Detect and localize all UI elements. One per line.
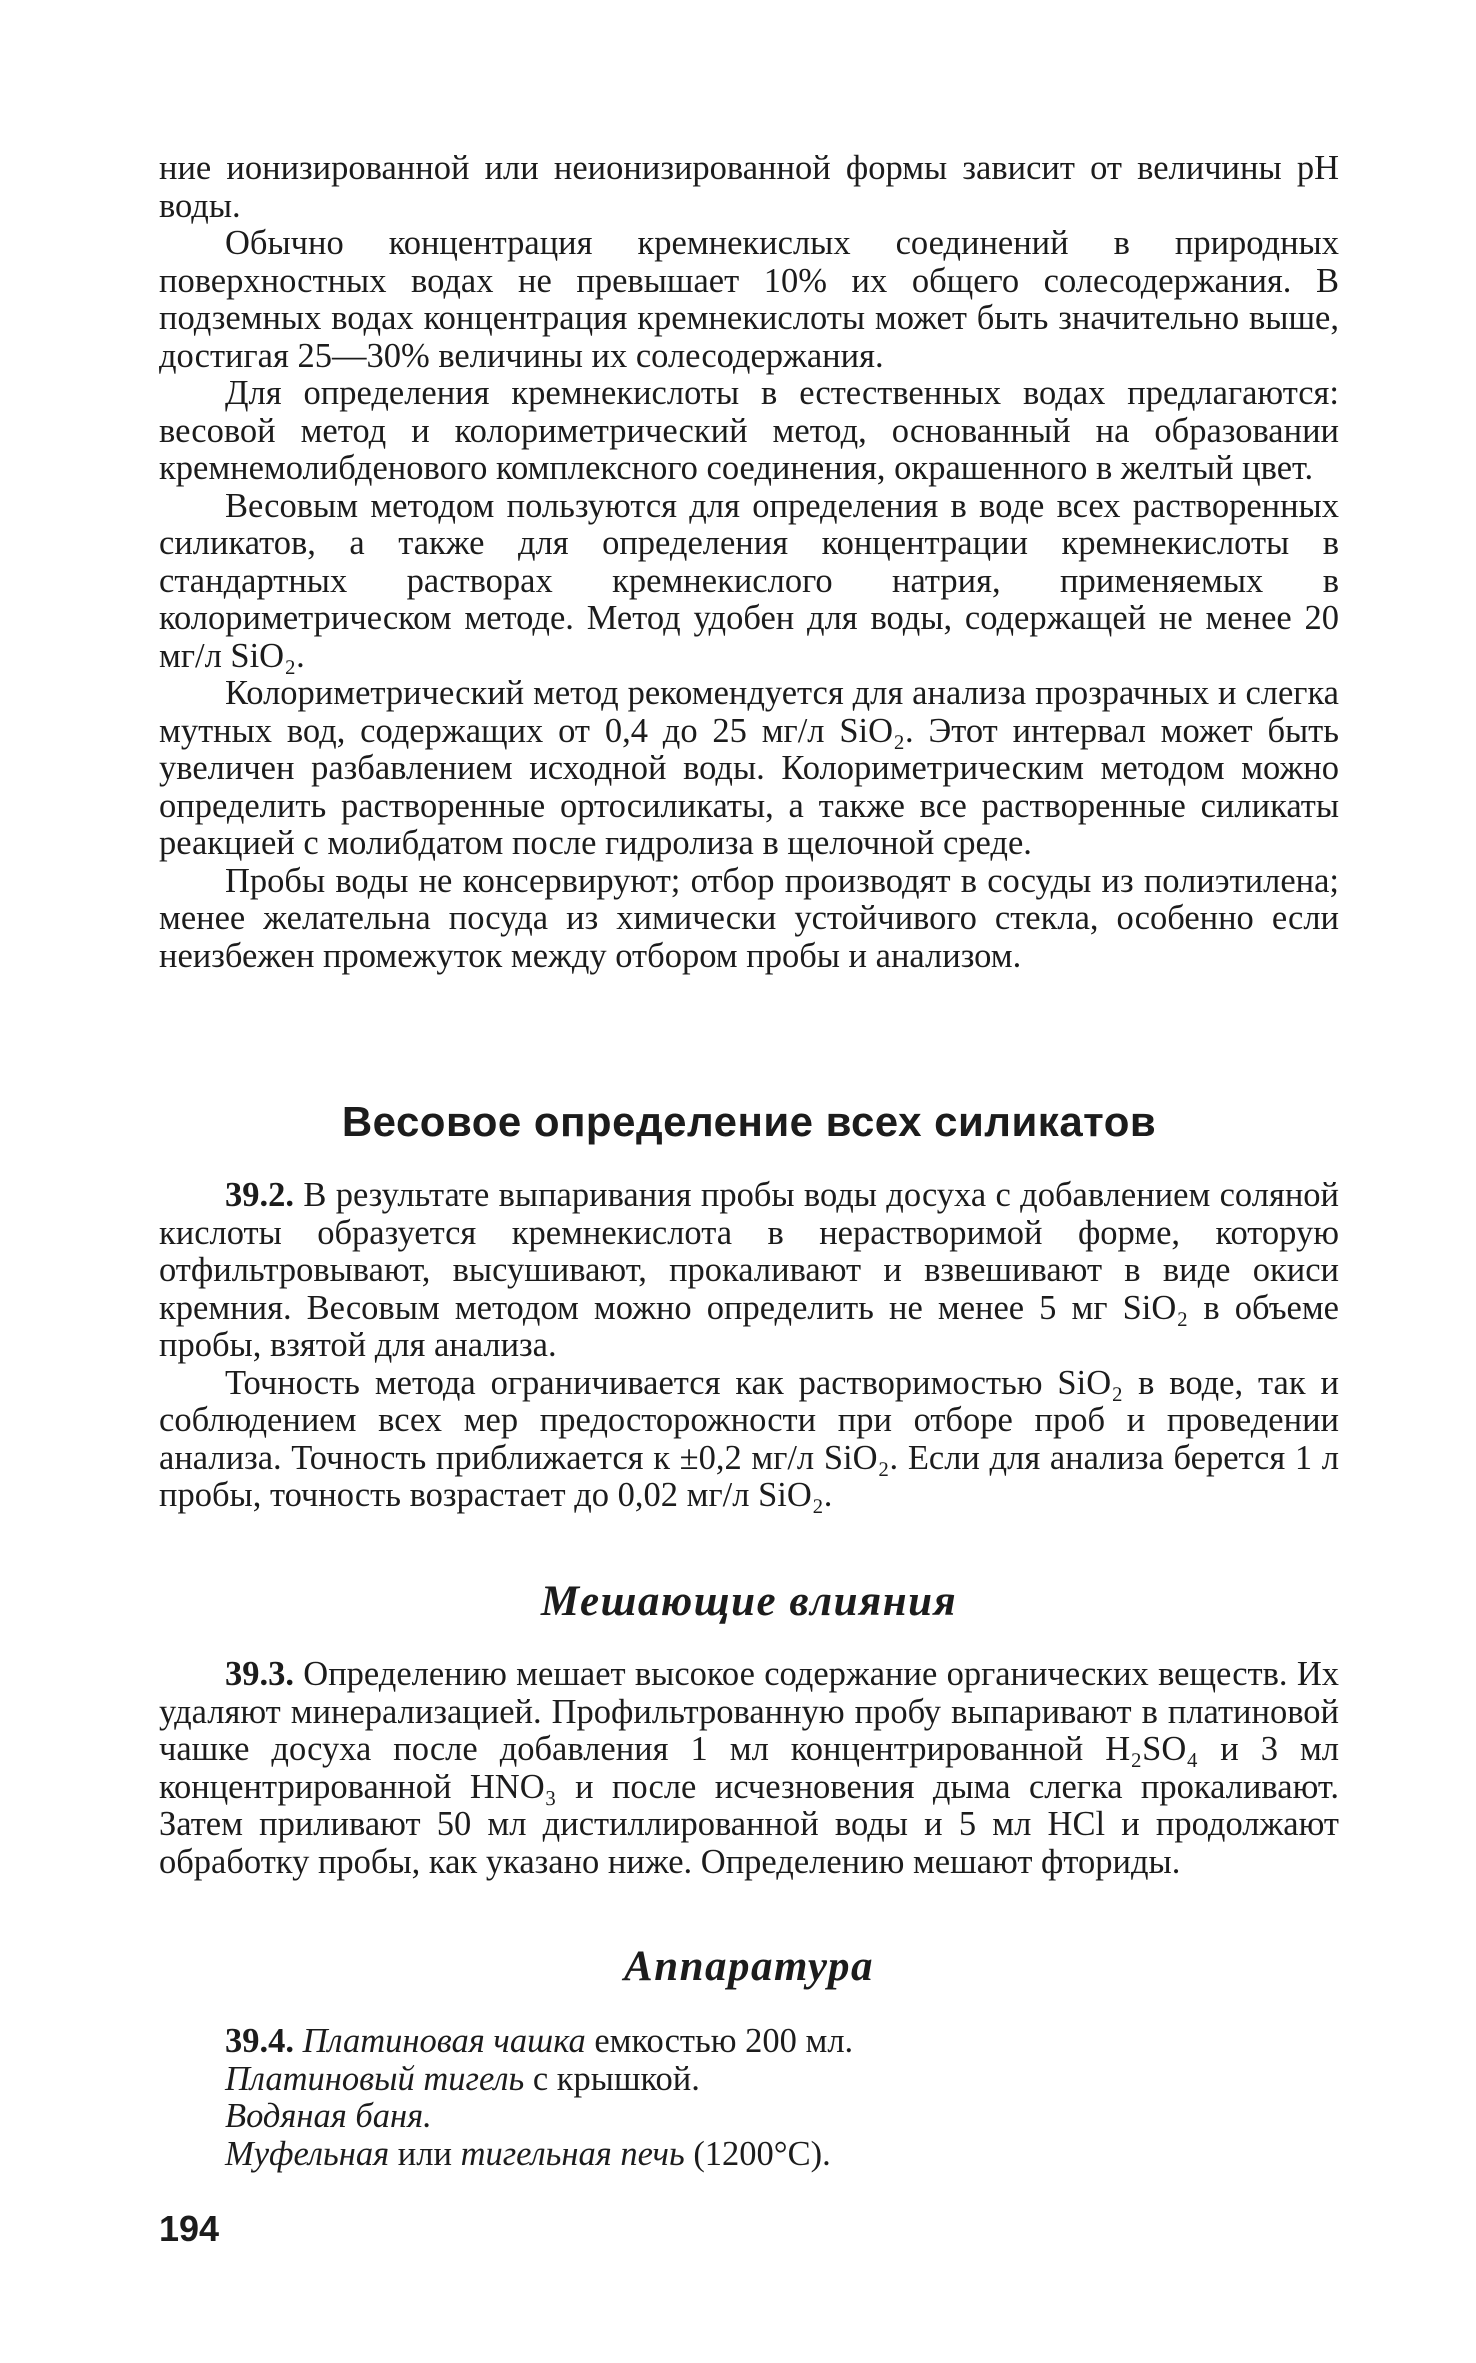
- item-name: Муфельная: [225, 2134, 390, 2173]
- apparatus-item-crucible: [225, 2061, 1339, 2099]
- paragraph-weight-method: Весовым методом пользуются для определения в воде всех растворенных силикатов, а также для определения концентрации кремнекислоты в стандартных растворах кремнекислого натрия, применяемых в колориметрическом методе. Метод удобен для воды, содержащей не менее 20 мг/л SiO₂.: [159, 486, 1339, 675]
- section-heading-interference: Мешающие влияния: [540, 1578, 958, 1625]
- section-weight: [159, 1098, 1339, 1146]
- section-interference: [159, 1578, 1339, 1626]
- clause-text: Определению мешает высокое содержание органических веществ. Их удаляют минерализацией. Профильтрованную пробу выпаривают в платиновой чашке досуха после добавления 1 мл концентрированной H₂SO₄ и 3 мл концентрированной HNO₃ и после исчезновения дыма слегка прокаливают. Затем приливают 50 мл дистиллированной воды и 5 мл HCl и продолжают обработку пробы, как указано ниже. Определению мешают фториды.: [159, 1655, 1339, 1881]
- item-detail: с крышкой.: [524, 2059, 700, 2098]
- paragraph-39-3: [159, 1656, 1339, 1881]
- clause-number: 39.4.: [225, 2022, 294, 2060]
- apparatus-list: [159, 2023, 1339, 2173]
- paragraph-sampling: Пробы воды не консервируют; отбор производят в сосуды из полиэтилена; менее желательна посуда из химически устойчивого стекла, особенно если неизбежен промежуток между отбором пробы и анализом.: [159, 861, 1339, 975]
- section-apparatus: [159, 1943, 1339, 1991]
- paragraph-concentration: Обычно концентрация кремнекислых соединений в природных поверхностных водах не превышает 10% их общего солесодержания. В подземных водах концентрация кремнекислоты может быть значительно выше, достигая 25—30% величины их солесодержания.: [159, 224, 1339, 375]
- apparatus-item-furnace: [225, 2136, 1339, 2174]
- paragraph-continuation: ние ионизированной или неионизированной формы зависит от величины рН воды.: [159, 149, 1339, 225]
- section-heading-apparatus: Аппаратура: [624, 1943, 874, 1990]
- item-detail: емкостью 200 мл.: [585, 2022, 854, 2060]
- clause-number: 39.2.: [225, 1176, 294, 1214]
- paragraph-methods: Для определения кремнекислоты в естественных водах предлагаются: весовой метод и колориметрический метод, основанный на образовании кремнемолибденового комплексного соединения, окрашенного в желтый цвет.: [159, 374, 1339, 487]
- item-connector: или: [389, 2134, 461, 2173]
- page-number: 194: [159, 2208, 220, 2249]
- apparatus-item-dish: [225, 2023, 1339, 2061]
- paragraph-39-2: [159, 1177, 1339, 1365]
- item-detail: (1200°С).: [684, 2134, 831, 2173]
- section-interference-body: [159, 1656, 1339, 1881]
- paragraph-colorimetric-method: Колориметрический метод рекомендуется для анализа прозрачных и слегка мутных вод, содержащих от 0,4 до 25 мг/л SiO₂. Этот интервал может быть увеличен разбавлением исходной воды. Колориметрическим методом можно определить растворенные ортосиликаты, а также все растворенные силикаты реакцией с молибдатом после гидролиза в щелочной среде.: [159, 674, 1339, 862]
- paragraph-accuracy: Точность метода ограничивается как растворимостью SiO₂ в воде, так и соблюдением всех мер предосторожности при отборе проб и проведении анализа. Точность приближается к ±0,2 мг/л SiO₂. Если для анализа берется 1 л пробы, точность возрастает до 0,02 мг/л SiO₂.: [159, 1363, 1339, 1514]
- intro-block: [159, 150, 1339, 975]
- item-name: Платиновый тигель: [225, 2059, 525, 2098]
- item-name: Водяная баня.: [225, 2097, 432, 2135]
- section-weight-body: [159, 1177, 1339, 1515]
- section-heading-weight: Весовое определение всех силикатов: [341, 1098, 1157, 1145]
- item-name: Платиновая чашка: [302, 2022, 586, 2060]
- clause-text: В результате выпаривания пробы воды досуха с добавлением соляной кислоты образуется кремнекислота в нерастворимой форме, которую отфильтровывают, высушивают, прокаливают и взвешивают в виде окиси кремния. Весовым методом можно определить не менее 5 мг SiO₂ в объеме пробы, взятой для анализа.: [159, 1176, 1339, 1364]
- clause-number: 39.3.: [225, 1655, 294, 1693]
- apparatus-item-water-bath: [225, 2098, 1339, 2136]
- item-name: тигельная печь: [460, 2134, 685, 2173]
